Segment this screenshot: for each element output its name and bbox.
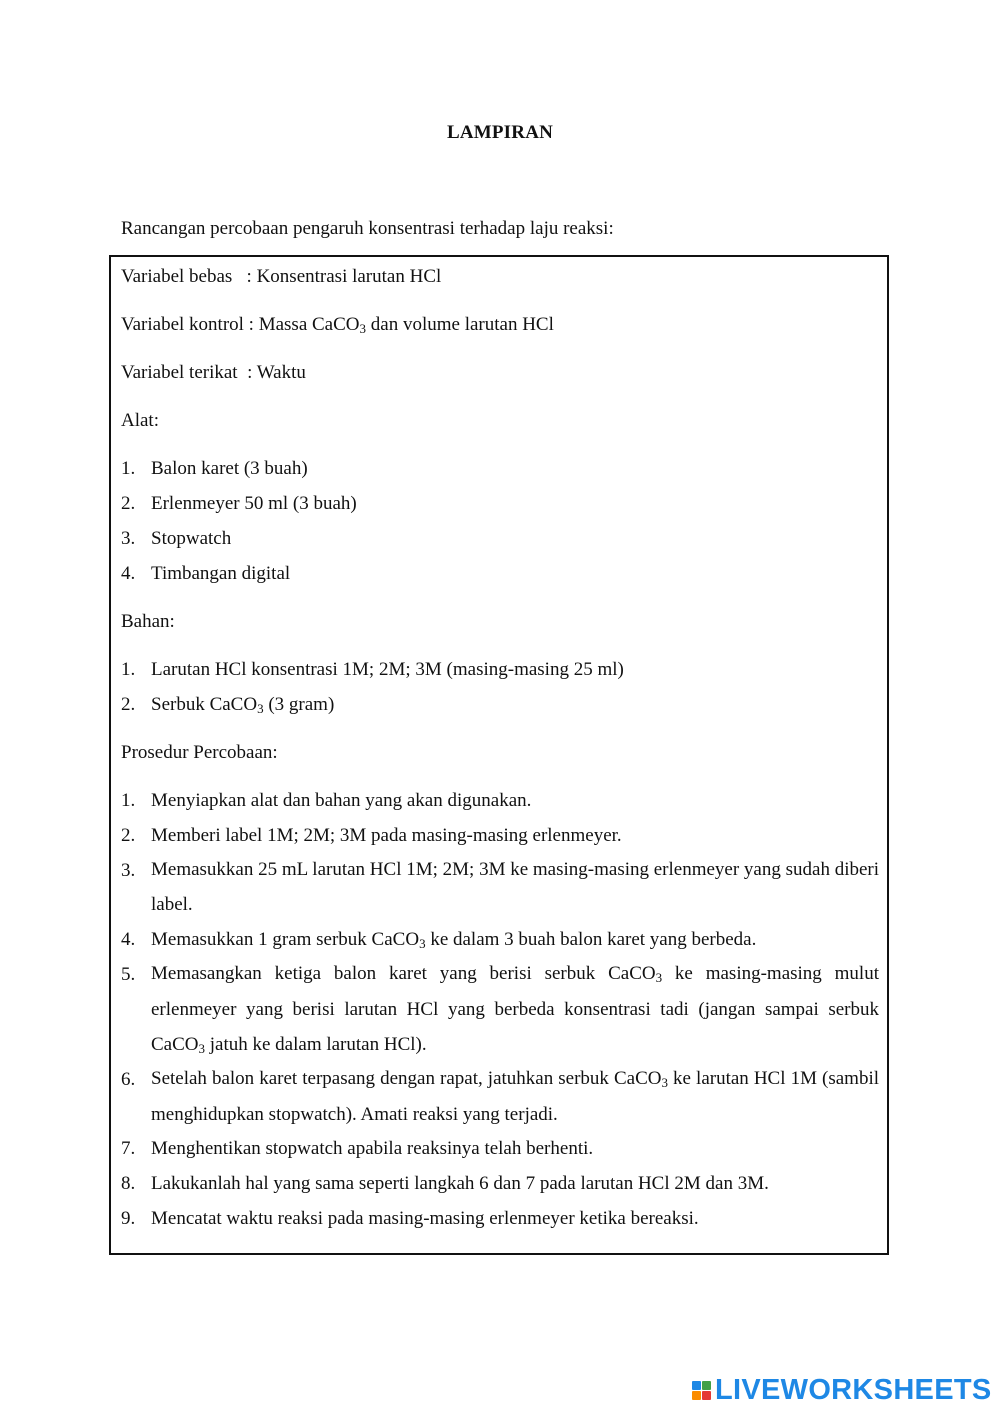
variable-kontrol: Variabel kontrol : Massa CaCO3 dan volume larutan HCl — [121, 314, 554, 336]
variable-terikat: Variabel terikat : Waktu — [121, 362, 306, 383]
liveworksheets-tiles-icon — [692, 1381, 711, 1400]
bahan-heading: Bahan: — [121, 611, 175, 632]
intro-text: Rancangan percobaan pengaruh konsentrasi terhadap laju reaksi: — [121, 218, 614, 239]
variable-bebas: Variabel bebas : Konsentrasi larutan HCl — [121, 266, 442, 287]
alat-heading: Alat: — [121, 410, 159, 431]
liveworksheets-logo — [692, 1373, 992, 1406]
liveworksheets-wordmark: LIVEWORKSHEETS — [715, 1373, 992, 1406]
page-title: LAMPIRAN — [446, 122, 554, 143]
prosedur-heading: Prosedur Percobaan: — [121, 742, 278, 763]
